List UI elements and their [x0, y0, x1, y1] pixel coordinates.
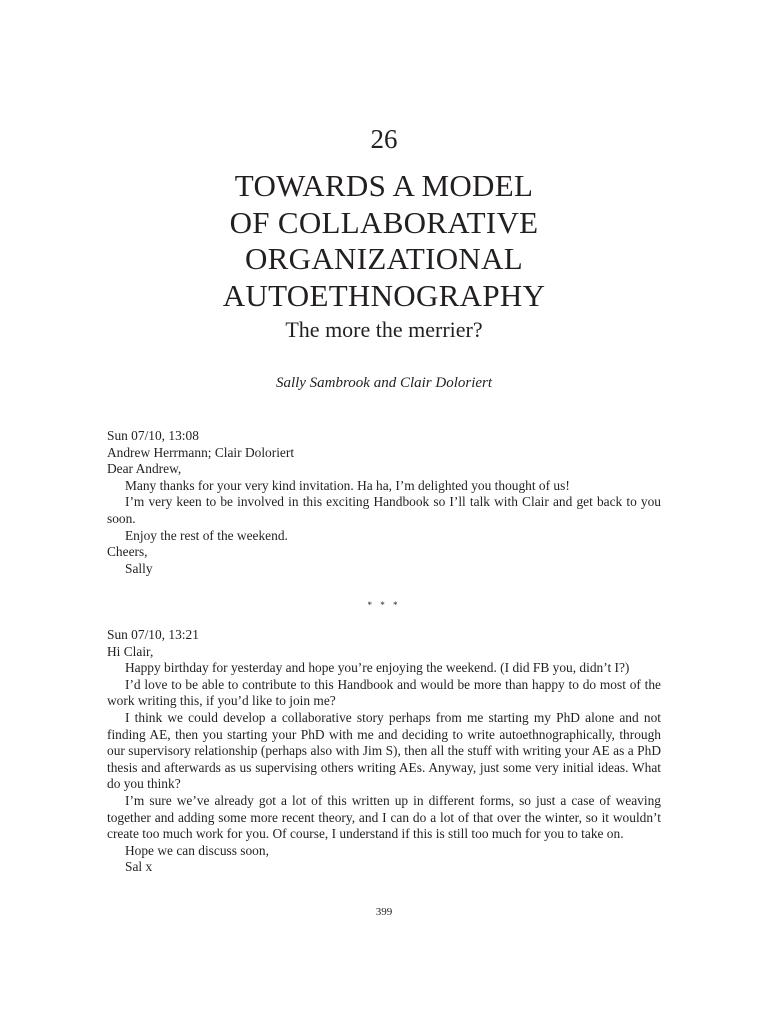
- email-closing: Cheers,: [107, 544, 148, 560]
- email-paragraph: I’m very keen to be involved in this exciting Handbook so I’ll talk with Clair and get back to you soon.: [107, 494, 661, 526]
- email-paragraph: I’m sure we’ve already got a lot of this written up in different forms, so just a case of weaving together and adding some more recent theory, and I can do a lot of that over the winter, so it wouldn’t create too much work for you. Of course, I understand if this is still too much for you to take on.: [107, 792, 661, 842]
- email-paragraph: Happy birthday for yesterday and hope you’re enjoying the weekend. (I did FB you, didn’t I?): [125, 660, 630, 676]
- chapter-title-line: TOWARDS A MODEL: [234, 168, 534, 203]
- email-paragraph: Enjoy the rest of the weekend.: [125, 527, 288, 543]
- email-paragraph: Many thanks for your very kind invitation. Ha ha, I’m delighted you thought of us!: [125, 477, 570, 493]
- email-paragraph: I’d love to be able to contribute to this Handbook and would be more than happy to do most of the work writing this, if you’d like to join me?: [107, 676, 661, 709]
- section-divider: * * *: [367, 600, 401, 610]
- chapter-title-line: OF COLLABORATIVE: [229, 204, 539, 240]
- email-salutation: Dear Andrew,: [107, 461, 182, 477]
- email-paragraph: Hope we can discuss soon,: [125, 842, 269, 858]
- chapter-authors: Sally Sambrook and Clair Doloriert: [275, 375, 493, 391]
- email-date: Sun 07/10, 13:21: [107, 627, 199, 642]
- email-signature: Sal x: [125, 859, 153, 875]
- email-signature: Sally: [125, 560, 153, 576]
- email-paragraph: I think we could develop a collaborative story perhaps from me starting my PhD alone and not finding AE, then you starting your PhD with me and deciding to write autoethnographically, through our supervisory relationship (perhaps also with Jim S), then all the stuff with writing your AE as a PhD thesis and afterwards as us supervising others writing AEs. Anyway, just some very initial ideas. What do you think?: [107, 709, 661, 792]
- chapter-subtitle: The more the merrier?: [285, 317, 483, 342]
- email-one: [107, 428, 661, 577]
- email-two: [107, 627, 661, 876]
- page-number: 399: [375, 906, 393, 918]
- chapter-title: [0, 168, 768, 314]
- email-recipients: Andrew Herrmann; Clair Doloriert: [107, 444, 295, 460]
- email-date: Sun 07/10, 13:08: [107, 428, 199, 443]
- chapter-number: 26: [370, 124, 398, 154]
- email-salutation: Hi Clair,: [107, 643, 154, 659]
- chapter-title-line: ORGANIZATIONAL: [245, 241, 523, 276]
- chapter-title-line: AUTOETHNOGRAPHY: [222, 277, 546, 313]
